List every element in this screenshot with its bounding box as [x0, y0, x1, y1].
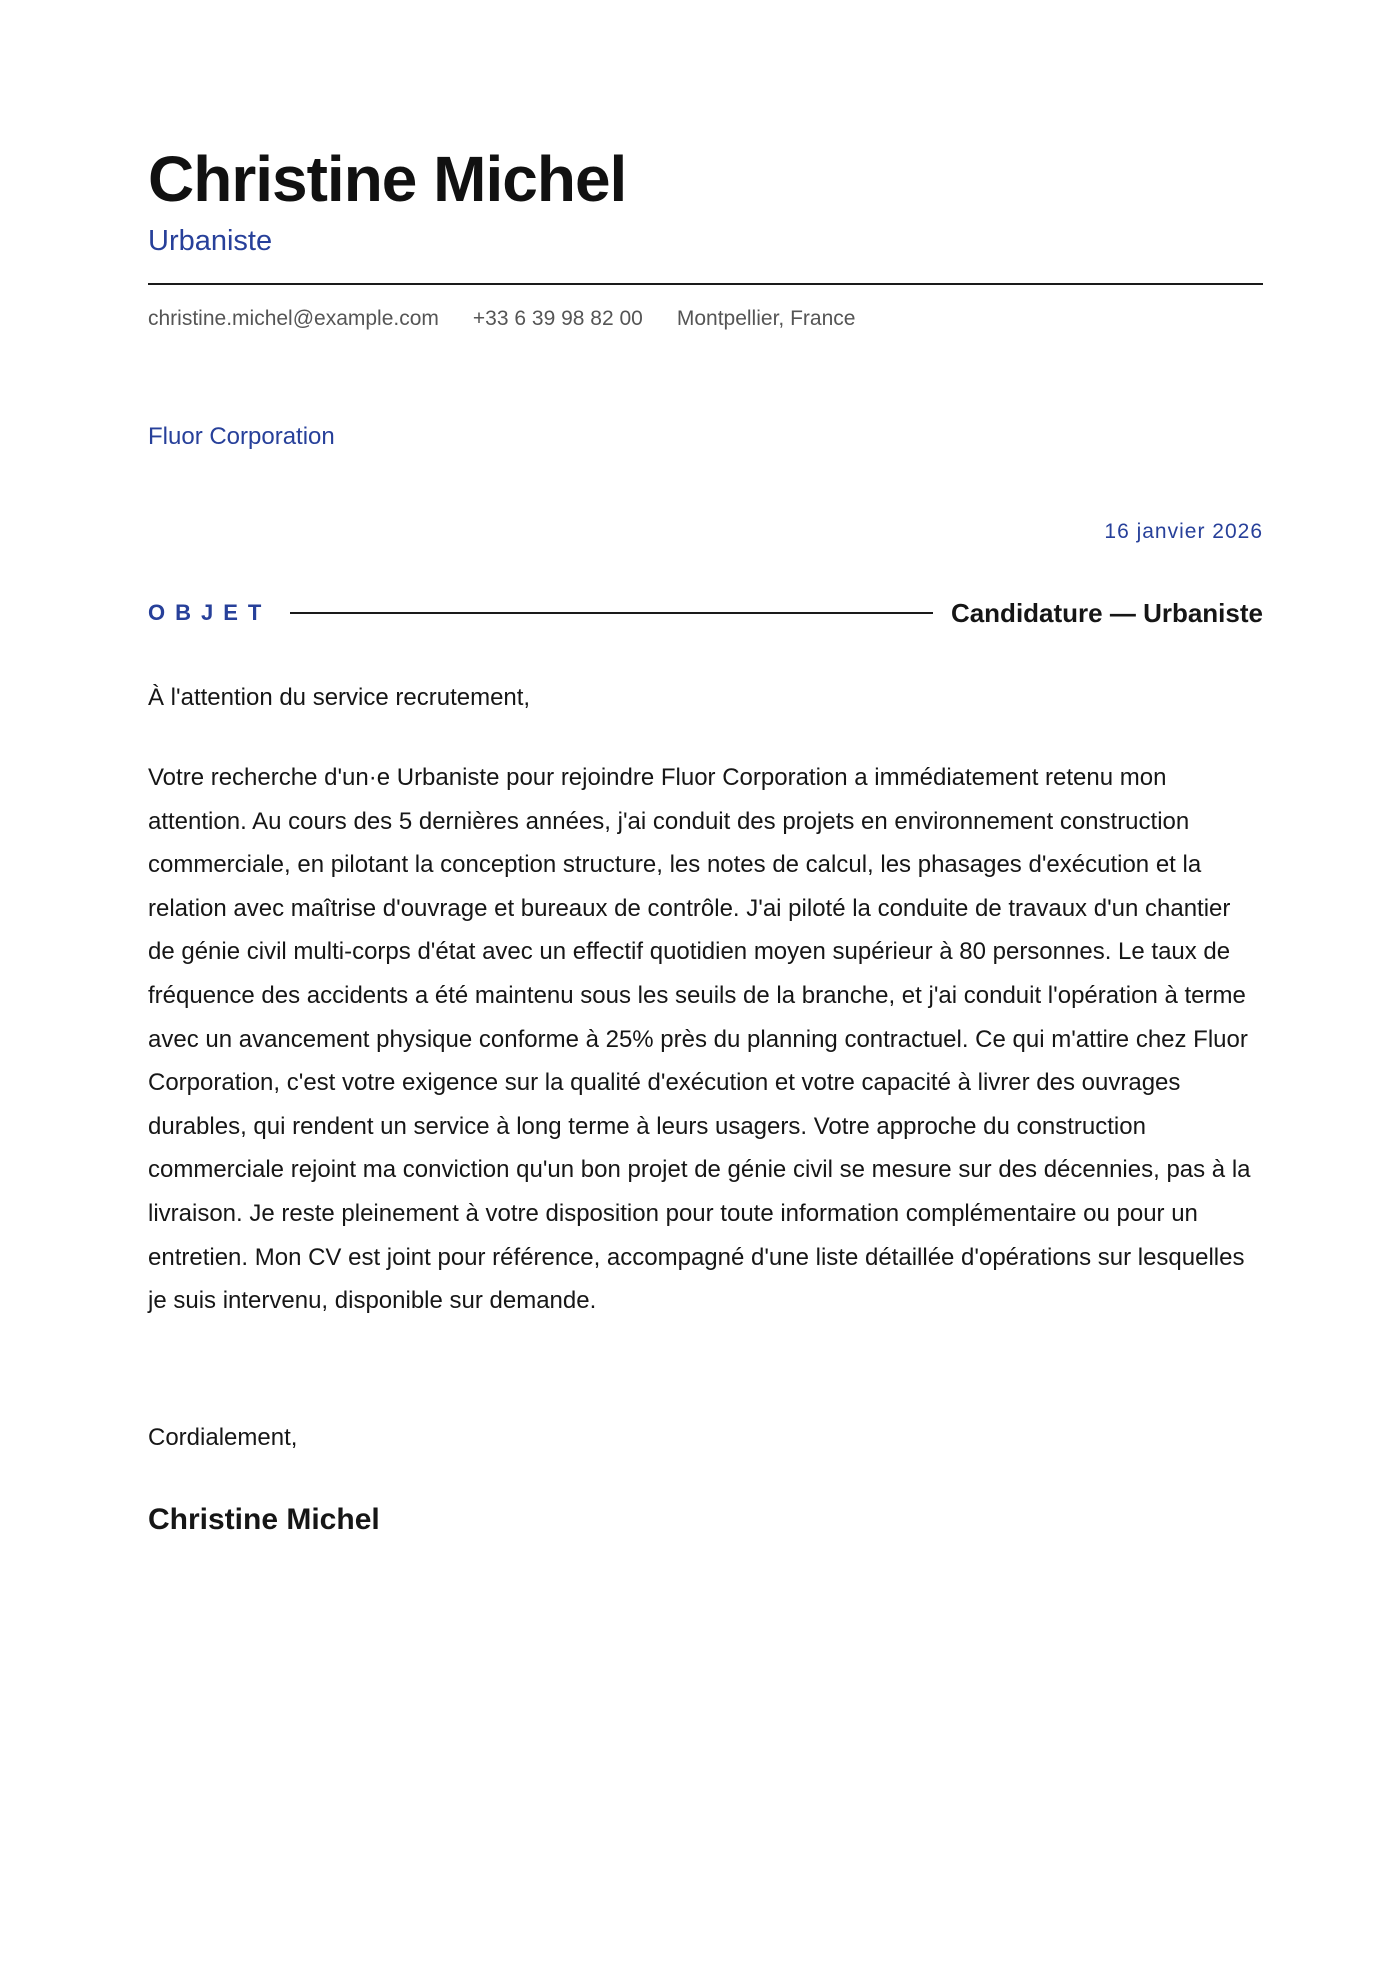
letter-body: Votre recherche d'un·e Urbaniste pour rejoindre Fluor Corporation a immédiatement retenu mon attention. Au cours des 5 dernières années, j'ai conduit des projets en environnement construction commerciale, en pilotant la conception structure, les notes de calcul, les phasages d'exécution et la relation avec maîtrise d'ouvrage et bureaux de contrôle. J'ai piloté la conduite de travaux d'un chantier de génie civil multi-corps d'état avec un effectif quotidien moyen supérieur à 80 personnes. Le taux de fréquence des accidents a été maintenu sous les seuils de la branche, et j'ai conduit l'opération à terme avec un avancement physique conforme à 25% près du planning contractuel. Ce qui m'attire chez Fluor Corporation, c'est votre exigence sur la qualité d'exécution et votre capacité à livrer des ouvrages durables, qui rendent un service à long terme à leurs usagers. Votre approche du construction commerciale rejoint ma conviction qu'un bon projet de génie civil se mesure sur des décennies, pas à la livraison. Je reste pleinement à votre disposition pour toute information complémentaire ou pour un entretien. Mon CV est joint pour référence, accompagné d'une liste détaillée d'opérations sur lesquelles je suis intervenu, disponible sur demande.	[148, 764, 1251, 1315]
contact-info	[148, 305, 855, 333]
letter-signature: Christine Michel	[148, 1503, 380, 1536]
letter-closing: Cordialement,	[148, 1424, 298, 1451]
contact-phone: +33 6 39 98 82 00	[472, 307, 643, 330]
contact-email: christine.michel@example.com	[148, 307, 439, 330]
letter-greeting: À l'attention du service recrutement,	[148, 684, 531, 711]
header-divider	[148, 283, 1263, 285]
contact-location: Montpellier, France	[676, 307, 856, 330]
subject-text: Candidature — Urbaniste	[950, 597, 1263, 628]
applicant-name: Christine Michel	[148, 143, 627, 215]
recipient-company: Fluor Corporation	[148, 423, 335, 450]
subject-label: OBJET	[148, 600, 272, 625]
subject-row	[148, 595, 1263, 631]
subject-divider	[290, 612, 933, 614]
letter-date: 16 janvier 2026	[1104, 520, 1263, 543]
applicant-role: Urbaniste	[148, 225, 273, 257]
